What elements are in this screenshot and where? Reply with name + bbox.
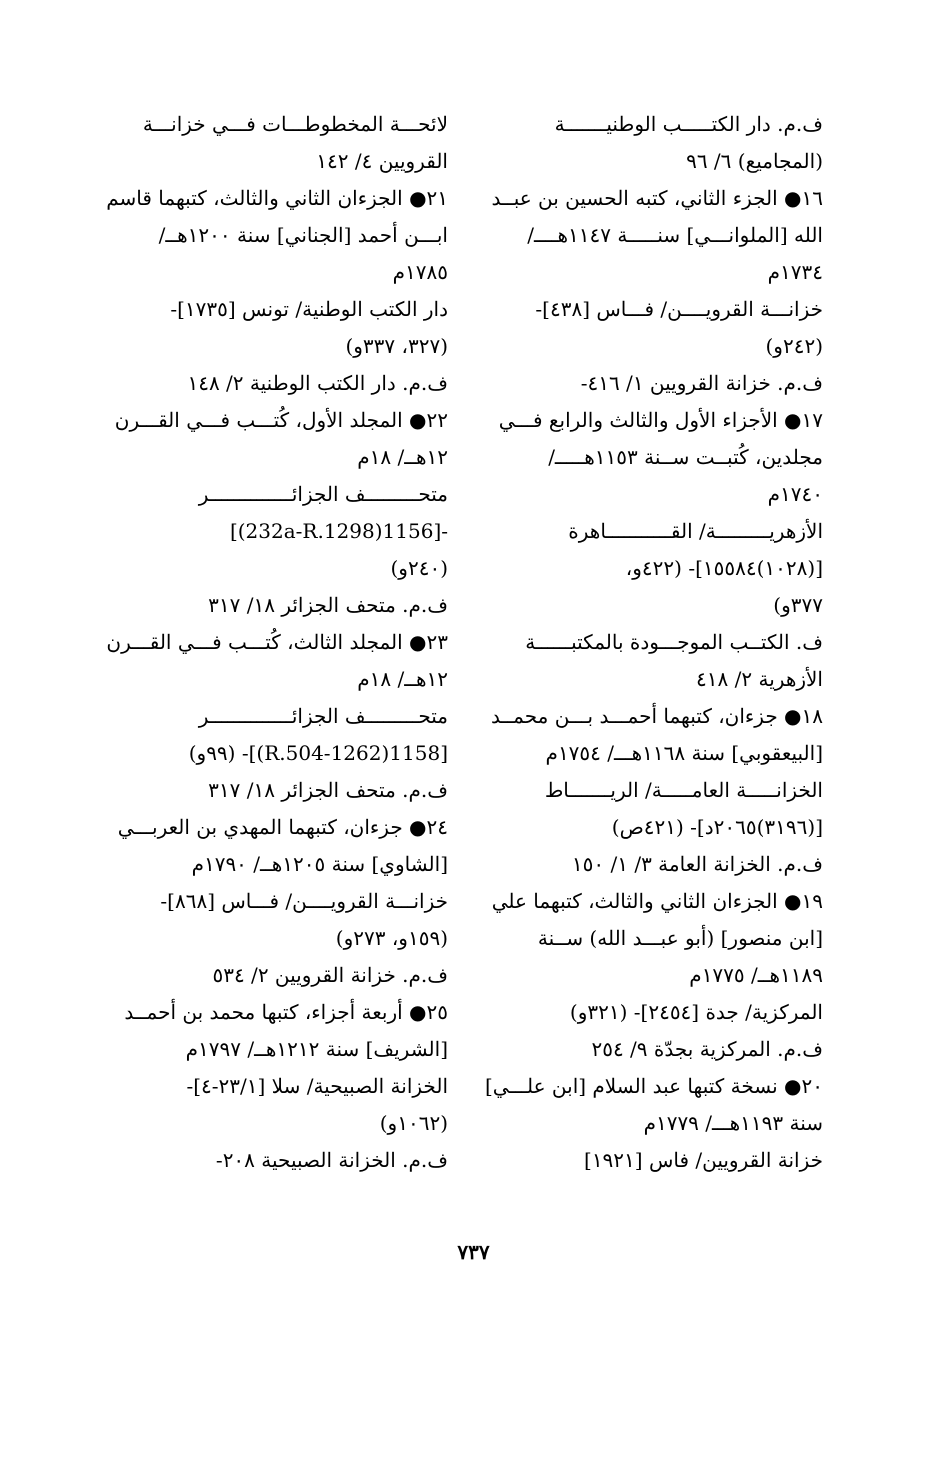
text-line: لائحـــة المخطوطـــات فـــي خزانـــة (142, 112, 448, 136)
text-line: الله [الملوانـــي] سنـــــة ١١٤٧هــــ/ (527, 223, 823, 247)
text-line: الخزانة الصبيحية/ سلا [٢٣/١-٤]- (186, 1074, 448, 1098)
text-line: [الشريف] سنة ١٢١٢هــ/ ١٧٩٧م (185, 1037, 448, 1061)
text-line: الأزهريـــــــــة/ القـــــــــــاهرة (568, 519, 823, 543)
text-line: (٢٤٢و) (765, 334, 823, 358)
text-line: مجلدين، كُتبــت ســنة ١١٥٣هـــــ/ (548, 445, 823, 469)
text-line: خزانـــة القرويــــن/ فـــاس [٤٣٨]- (535, 297, 823, 321)
left-column (108, 106, 448, 1179)
text-line: خزانة القرويين/ فاس [١٩٢١] (584, 1148, 823, 1172)
text-line: ف.م. الخزانة الصبيحية ٢٠٨- (215, 1148, 448, 1172)
text-line: سنة ١١٩٣هـــ/ ١٧٧٩م (643, 1111, 823, 1135)
text-line: ف.م. متحف الجزائر ١٨/ ٣١٧ (208, 778, 448, 802)
text-line: (١٥٩و، ٢٧٣و) (335, 926, 448, 950)
text-line: (٢٤٠و) (390, 556, 448, 580)
text-line: متحـــــــــف الجزائــــــــــــــر (198, 704, 448, 728)
text-line: ف.م. دار الكتب الوطنية ٢/ ١٤٨ (187, 371, 448, 395)
text-line: ١١٨٩هــ/ ١٧٧٥م (689, 963, 823, 987)
entry-23: ٢٣● المجلد الثالث، كُتـــب فـــي القـــرن (106, 630, 448, 654)
text-line: (١٠٦٢و) (379, 1111, 448, 1135)
text-line: الخزانـــــة العامـــــة/ الريـــــــاط (544, 778, 823, 802)
text-line: [(٣١٩٦)٢٠٦٥د]- (٤٢١ص) (611, 815, 823, 839)
entry-25: ٢٥● أربعة أجزاء، كتبها محمد بن أحمــد (124, 1000, 448, 1024)
entry-19: ١٩● الجزءان الثاني والثالث، كتبهما علي (491, 889, 823, 913)
text-line: ١٧٨٥م (392, 260, 448, 284)
entry-21: ٢١● الجزءان الثاني والثالث، كتبهما قاسم (106, 186, 448, 210)
text-line: ف. الكتــب الموجـــودة بالمكتبــــــة (525, 630, 823, 654)
text-line: خزانـــة القرويــــن/ فـــاس [٨٦٨]- (160, 889, 448, 913)
text-line: [1158(1262-R.504)]- (٩٩و) (188, 741, 448, 765)
text-line: متحـــــــــف الجزائــــــــــــــر (198, 482, 448, 506)
text-line: ف.م. متحف الجزائر ١٨/ ٣١٧ (208, 593, 448, 617)
text-line: ف.م. الخزانة العامة ٣/ ١/ ١٥٠ (571, 852, 823, 876)
page-number: ٧٣٧ (457, 1240, 490, 1264)
text-line: (٣٢٧، ٣٣٧و) (345, 334, 448, 358)
entry-16: ١٦● الجزء الثاني، كتبه الحسين بن عبــد (491, 186, 823, 210)
text-line: القرويين ٤/ ١٤٢ (316, 149, 448, 173)
text-line: [الشاوي] سنة ١٢٠٥هــ/ ١٧٩٠م (191, 852, 448, 876)
text-line: ف.م. دار الكتـــــب الوطنيـــــــة (554, 112, 823, 136)
text-line: ٣٧٧و) (773, 593, 823, 617)
right-column (484, 106, 823, 1179)
text-line: ١٧٣٤م (767, 260, 823, 284)
entry-17: ١٧● الأجزاء الأول والثالث والرابع فـــي (498, 408, 823, 432)
entry-24: ٢٤● جزءان، كتبهما المهدي بن العربـــي (117, 815, 448, 839)
text-line: ف.م. المركزية بجدّة ٩/ ٢٥٤ (591, 1037, 823, 1061)
text-line: [ابن منصور] (أبو عبـــد الله) ســنة (537, 926, 823, 950)
text-line: ١٧٤٠م (767, 482, 823, 506)
text-line: ١٢هــ/ ١٨م (357, 445, 448, 469)
text-line: ابـــن أحمد [الجناني] سنة ١٢٠٠هــ/ (158, 223, 448, 247)
text-line: الأزهرية ٢/ ٤١٨ (696, 667, 823, 691)
text-line: (المجاميع) ٦/ ٩٦ (686, 149, 823, 173)
text-line: [البيعقوبي] سنة ١١٦٨هـــ/ ١٧٥٤م (545, 741, 823, 765)
text-line: دار الكتب الوطنية/ تونس [١٧٣٥]- (170, 297, 448, 321)
text-line: -[1156(232a-R.1298)] (229, 519, 448, 543)
text-line: المركزية/ جدة [٢٤٥٤]- (٣٢١و) (569, 1000, 823, 1024)
entry-18: ١٨● جزءان، كتبهما أحمـــد بـــن محمــد (490, 704, 823, 728)
text-line: [(١٠٢٨)١٥٥٨٤]- (٤٢٢و، (625, 556, 823, 580)
entry-22: ٢٢● المجلد الأول، كُتـــب فـــي القـــرن (114, 408, 448, 432)
text-line: ١٢هــ/ ١٨م (357, 667, 448, 691)
entry-20: ٢٠● نسخة كتبها عبد السلام [ابن علـــي] (484, 1074, 823, 1098)
text-line: ف.م. خزانة القرويين ٢/ ٥٣٤ (212, 963, 448, 987)
text-line: ف.م. خزانة القرويين ١/ ٤١٦- (580, 371, 823, 395)
